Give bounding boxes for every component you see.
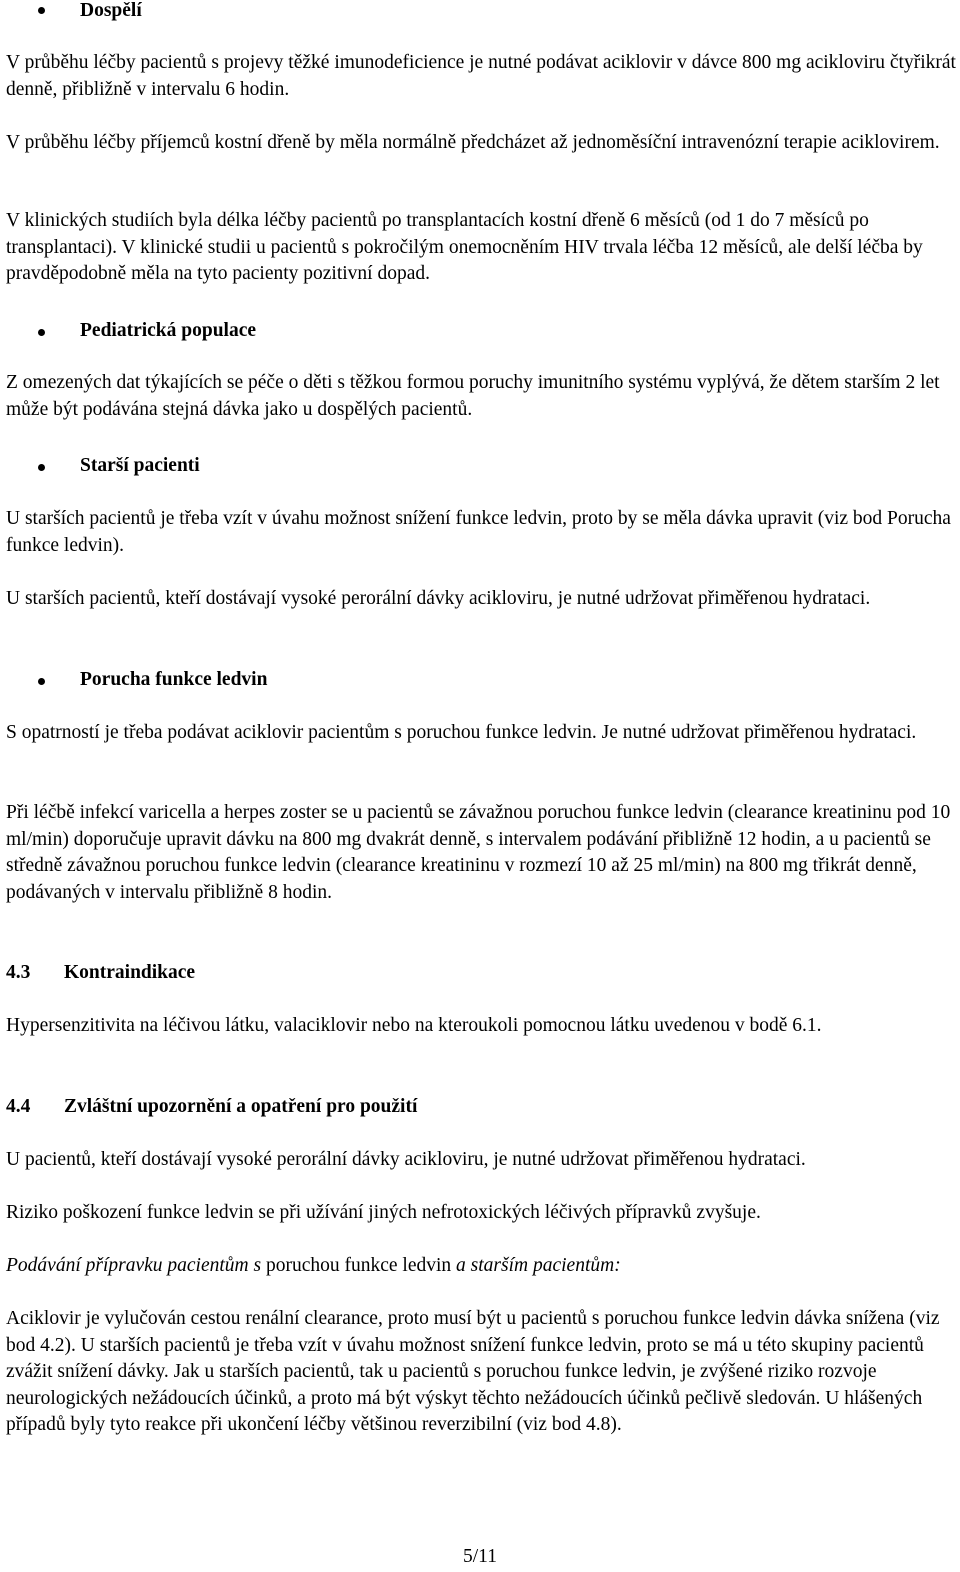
subheading-part: Podávání přípravku pacientům s [6,1255,262,1276]
subheading-part: a starším pacientům: [456,1255,621,1276]
paragraph: Z omezených dat týkajících se péče o děti s těžkou formou poruchy imunitního systému vyplývá, že dětem starším 2 let může být podávána stejná dávka jako u dospělých pacientů. [6,372,940,420]
bullet-dot [38,329,45,336]
paragraph: Riziko poškození funkce ledvin se při užívání jiných nefrotoxických léčivých přípravků zvyšuje. [6,1202,761,1223]
subheading-part: poruchou funkce ledvin [261,1255,457,1276]
paragraph: S opatrností je třeba podávat aciklovir pacientům s poruchou funkce ledvin. Je nutné udržovat přiměřenou hydrataci. [6,722,917,743]
paragraph: Při léčbě infekcí varicella a herpes zoster se u pacientů se závažnou poruchou funkce ledvin (clearance kreatininu pod 10 ml/min) doporučuje upravit dávku na 800 mg dvakrát denně, s intervalem podávání přibližně 12 hodin, a u pacientů se středně závažnou poruchou funkce ledvin (clearance kreatininu v rozmezí 10 až 25 ml/min) na 800 mg třikrát denně, podávaných v intervalu přibližně 8 hodin. [6,802,951,903]
paragraph: U pacientů, kteří dostávají vysoké perorální dávky acikloviru, je nutné udržovat přiměřenou hydrataci. [6,1149,806,1170]
subheading [6,1253,956,1280]
section-title-kontraindikace: Kontraindikace [64,962,196,983]
section-number: 4.3 [6,962,31,983]
bullet-dot [38,678,45,685]
paragraph: V průběhu léčby příjemců kostní dřeně by měla normálně předcházet až jednoměsíční intravenózní terapie aciklovirem. [6,132,940,153]
section-title-zvlastni-upozorneni: Zvláštní upozornění a opatření pro použití [64,1096,418,1117]
bullet-dot [38,7,45,14]
paragraph: U starších pacientů, kteří dostávají vysoké perorální dávky acikloviru, je nutné udržovat přiměřenou hydrataci. [6,588,871,609]
heading-pediatricka-populace: Pediatrická populace [80,320,257,341]
section-number: 4.4 [6,1096,31,1117]
heading-dospeli: Dospělí [80,0,142,21]
bullet-dot [38,464,45,471]
paragraph: U starších pacientů je třeba vzít v úvahu možnost snížení funkce ledvin, proto by se měla dávka upravit (viz bod Porucha funkce ledvin). [6,508,951,556]
paragraph: Hypersenzitivita na léčivou látku, valaciklovir nebo na kteroukoli pomocnou látku uvedenou v bodě 6.1. [6,1015,822,1036]
paragraph: Aciklovir je vylučován cestou renální clearance, proto musí být u pacientů s poruchou funkce ledvin dávka snížena (viz bod 4.2). U starších pacientů je třeba vzít v úvahu možnost snížení funkce ledvin, proto se má u této skupiny pacientů zvážit snížení dávky. Jak u starších pacientů, tak u pacientů s poruchou funkce ledvin, je zvýšené riziko rozvoje neurologických nežádoucích účinků, a proto má být výskyt těchto nežádoucích účinků pečlivě sledován. U hlášených případů byly tyto reakce při ukončení léčby většinou reverzibilní (viz bod 4.8). [6,1308,940,1435]
heading-porucha-funkce-ledvin: Porucha funkce ledvin [80,669,268,690]
page-number: 5/11 [463,1546,497,1567]
heading-starsi-pacienti: Starší pacienti [80,455,200,476]
paragraph: V průběhu léčby pacientů s projevy těžké imunodeficience je nutné podávat aciklovir v dávce 800 mg acikloviru čtyřikrát denně, přibližně v intervalu 6 hodin. [6,52,956,100]
paragraph: V klinických studiích byla délka léčby pacientů po transplantacích kostní dřeně 6 měsíců (od 1 do 7 měsíců po transplantaci). V klinické studii u pacientů s pokročilým onemocněním HIV trvala léčba 12 měsíců, ale delší léčba by pravděpodobně měla na tyto pacienty pozitivní dopad. [6,210,923,284]
